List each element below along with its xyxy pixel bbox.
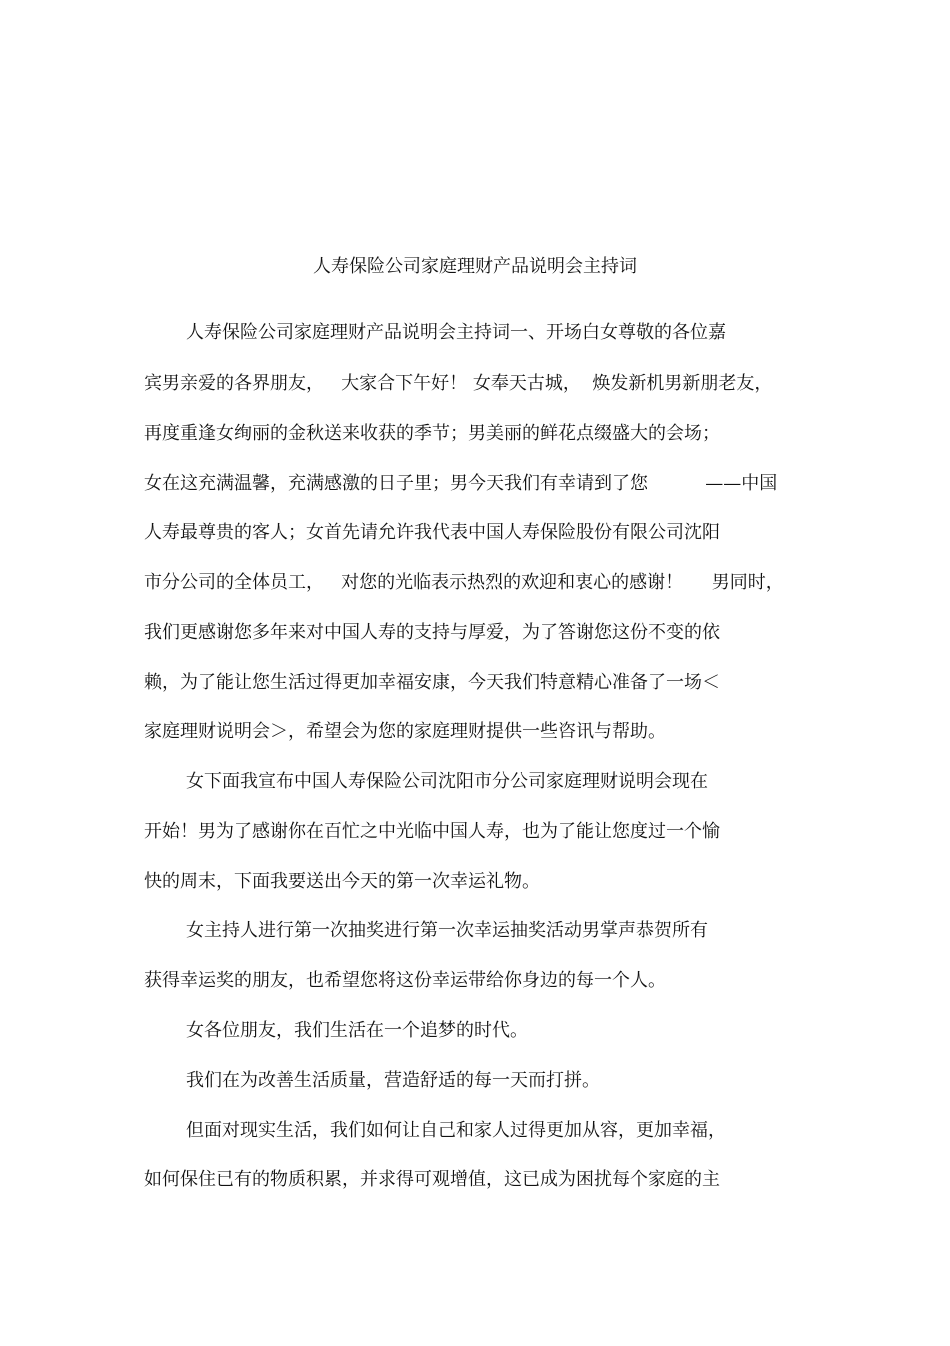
text-line: 人寿保险公司家庭理财产品说明会主持词一、开场白女尊敬的各位嘉	[186, 322, 726, 343]
text-line: 人寿最尊贵的客人；女首先请允许我代表中国人寿保险股份有限公司沈阳	[144, 522, 720, 543]
text-line: 宾男亲爱的各界朋友， 大家合下午好！ 女奉天古城， 焕发新机男新朋老友，	[144, 373, 773, 394]
text-line: 女各位朋友，我们生活在一个追梦的时代。	[186, 1020, 528, 1041]
text-line: 再度重逢女绚丽的金秋送来收获的季节；男美丽的鲜花点缀盛大的会场；	[144, 423, 720, 444]
text-line: 如何保住已有的物质积累，并求得可观增值，这已成为困扰每个家庭的主	[144, 1169, 720, 1190]
text-line: 赖，为了能让您生活过得更加幸福安康，今天我们特意精心准备了一场＜	[144, 672, 720, 693]
text-line: 女在这充满温馨，充满感激的日子里；男今天我们有幸请到了您 ——中国	[144, 473, 778, 494]
text-line: 快的周末，下面我要送出今天的第一次幸运礼物。	[144, 871, 540, 892]
text-line: 我们在为改善生活质量，营造舒适的每一天而打拼。	[186, 1070, 600, 1091]
text-line: 家庭理财说明会＞，希望会为您的家庭理财提供一些咨讯与帮助。	[144, 721, 666, 742]
text-line: 获得幸运奖的朋友，也希望您将这份幸运带给你身边的每一个人。	[144, 970, 666, 991]
text-line: 女主持人进行第一次抽奖进行第一次幸运抽奖活动男掌声恭贺所有	[186, 920, 708, 941]
text-line: 我们更感谢您多年来对中国人寿的支持与厚爱，为了答谢您这份不变的依	[144, 622, 720, 643]
text-line: 开始！男为了感谢你在百忙之中光临中国人寿，也为了能让您度过一个愉	[144, 821, 720, 842]
text-line: 但面对现实生活，我们如何让自己和家人过得更加从容，更加幸福，	[186, 1120, 726, 1141]
document-title: 人寿保险公司家庭理财产品说明会主持词	[313, 256, 637, 277]
text-line: 女下面我宣布中国人寿保险公司沈阳市分公司家庭理财说明会现在	[186, 771, 708, 792]
text-line: 市分公司的全体员工， 对您的光临表示热烈的欢迎和衷心的感谢！ 男同时，	[144, 572, 784, 593]
